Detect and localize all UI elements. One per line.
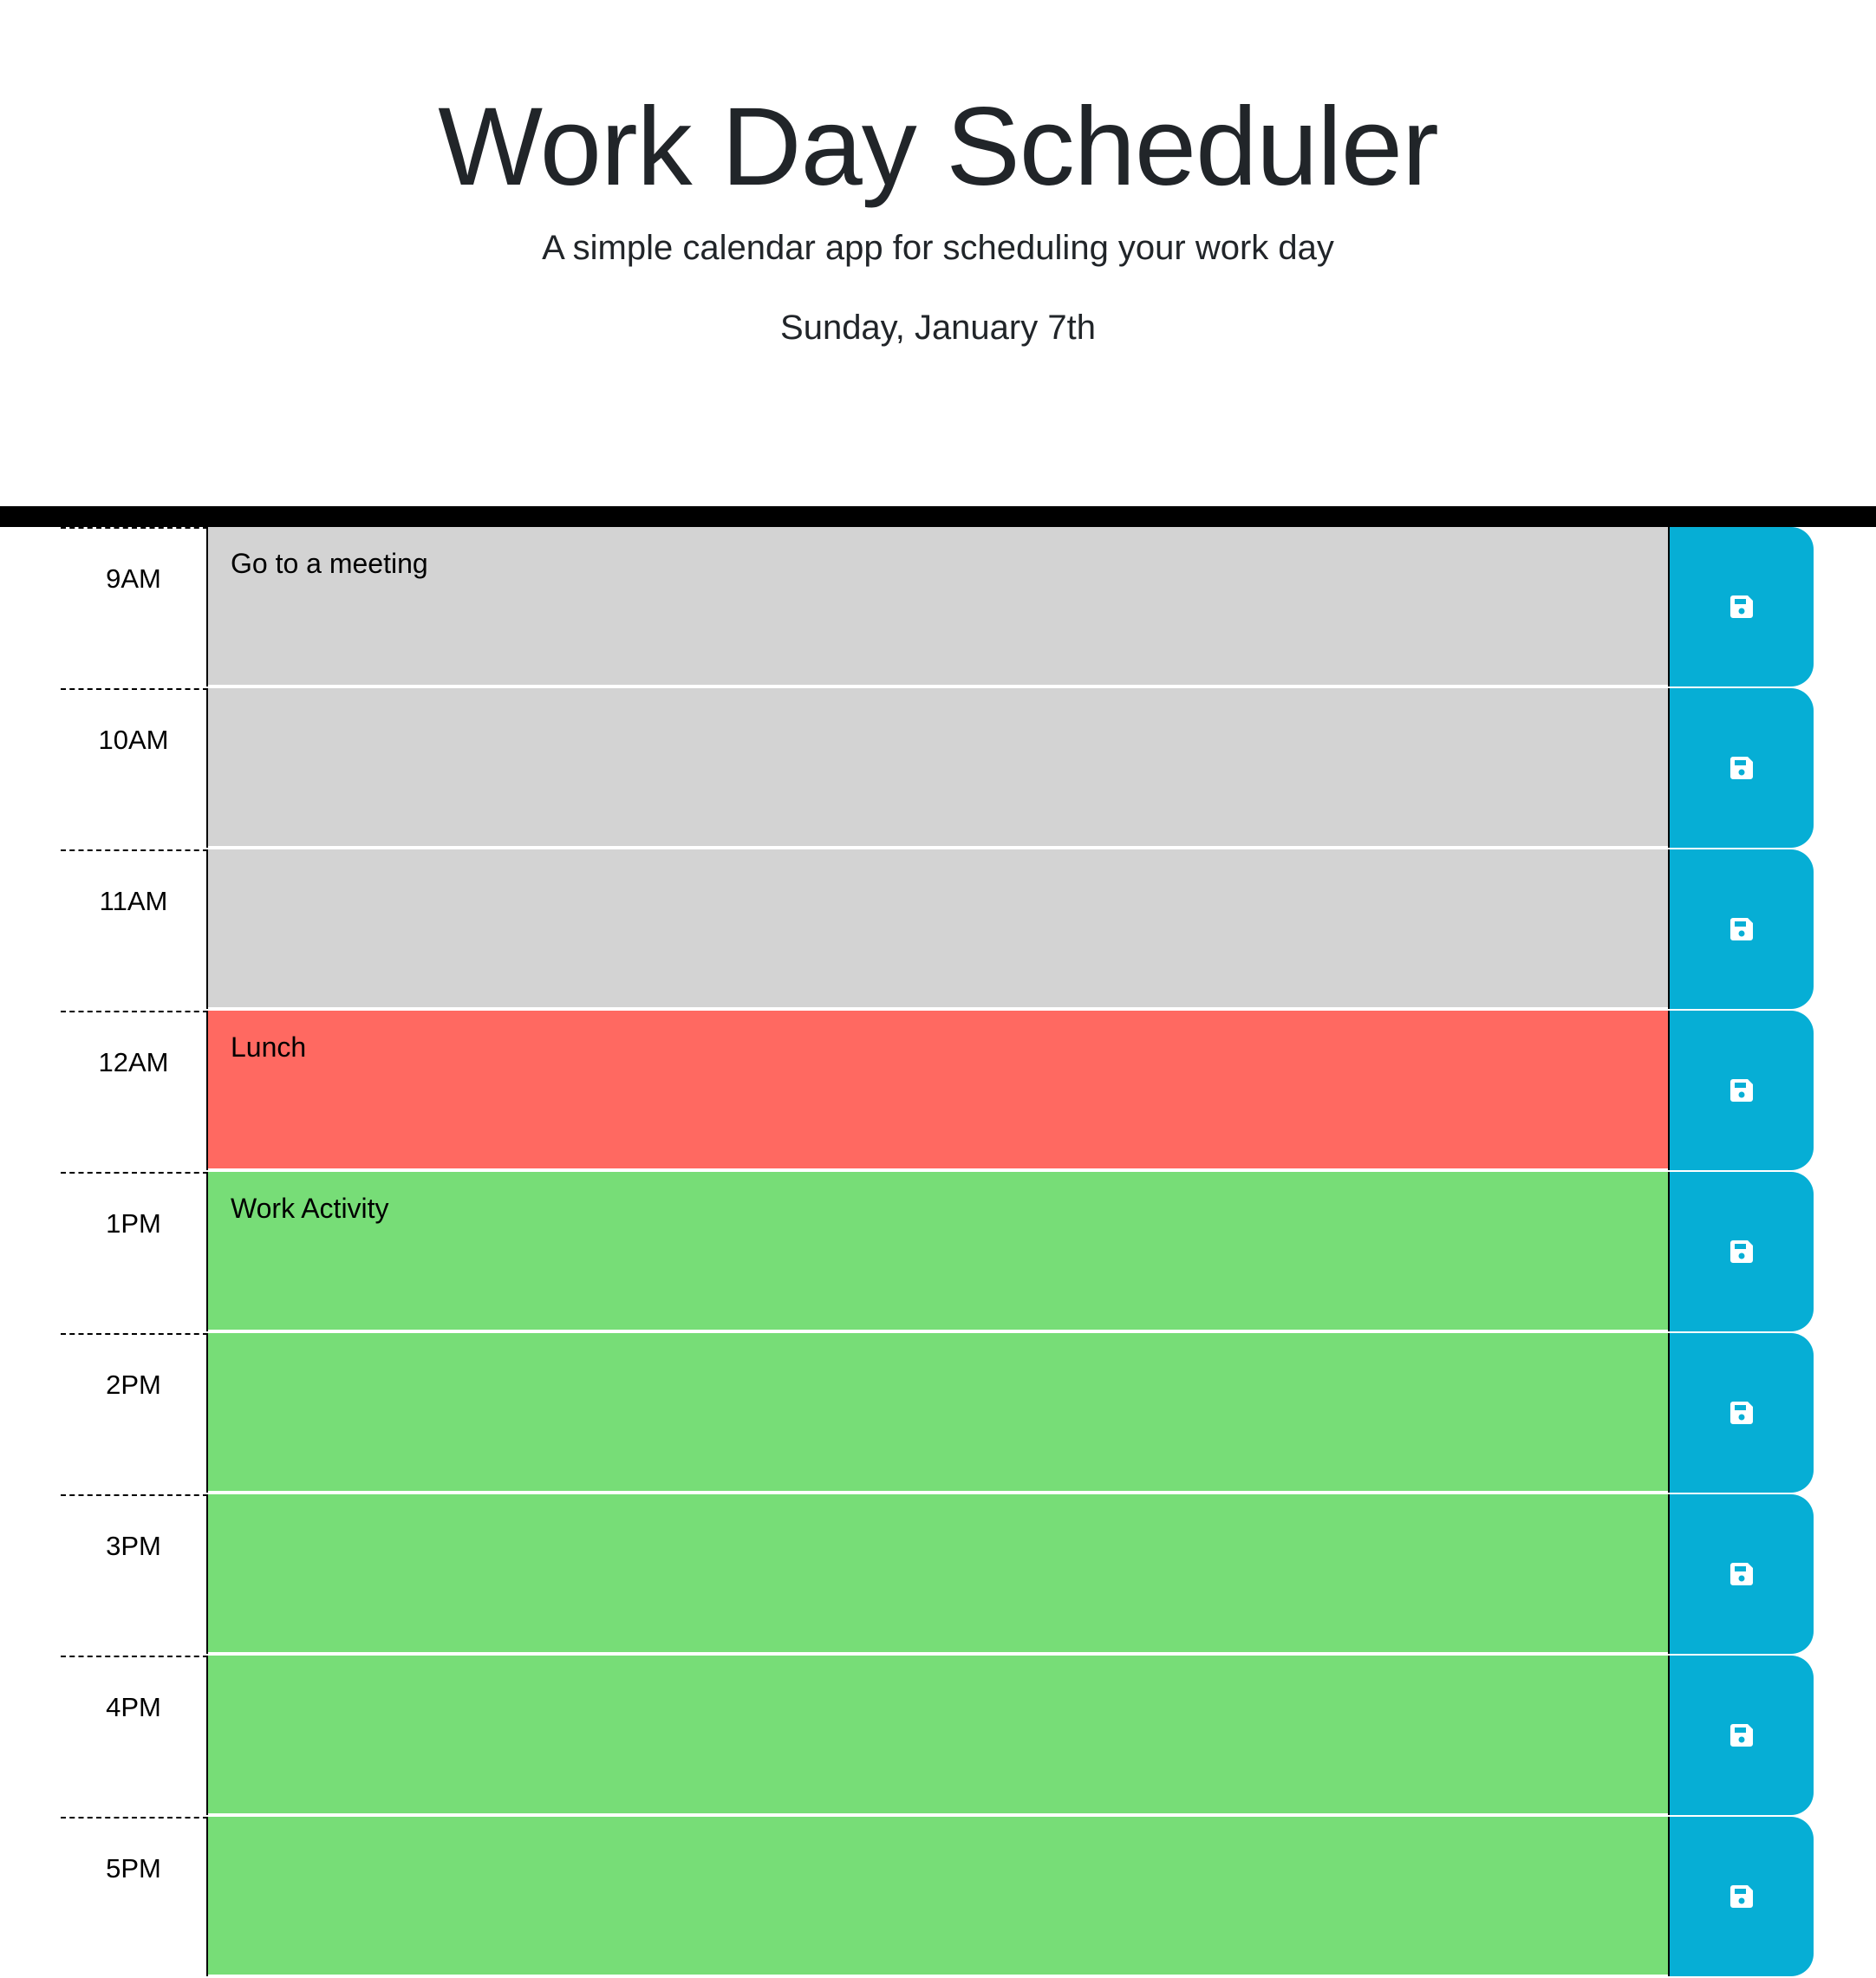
event-description-input[interactable] bbox=[208, 849, 1668, 1009]
time-block-12am bbox=[0, 1011, 1876, 1172]
event-description-input[interactable] bbox=[208, 1172, 1668, 1331]
floppy-disk-icon bbox=[1728, 593, 1755, 621]
hour-label: 11AM bbox=[61, 849, 208, 1009]
hour-label: 12AM bbox=[61, 1011, 208, 1170]
hour-label: 9AM bbox=[61, 527, 208, 686]
floppy-disk-icon bbox=[1728, 915, 1755, 943]
save-button[interactable] bbox=[1668, 1817, 1814, 1976]
event-description-input[interactable] bbox=[208, 527, 1668, 686]
save-button[interactable] bbox=[1668, 688, 1814, 848]
time-block-2pm bbox=[0, 1333, 1876, 1494]
event-description-input[interactable] bbox=[208, 1011, 1668, 1170]
floppy-disk-icon bbox=[1728, 1077, 1755, 1104]
page-header bbox=[0, 0, 1876, 506]
floppy-disk-icon bbox=[1728, 1399, 1755, 1427]
header-divider bbox=[0, 506, 1876, 527]
event-description-input[interactable] bbox=[208, 688, 1668, 848]
hour-label: 5PM bbox=[61, 1817, 208, 1976]
time-block-1pm bbox=[0, 1172, 1876, 1333]
save-button[interactable] bbox=[1668, 1333, 1814, 1493]
event-description-input[interactable] bbox=[208, 1494, 1668, 1654]
event-description-input[interactable] bbox=[208, 1656, 1668, 1815]
time-block-9am bbox=[0, 527, 1876, 688]
event-description-input[interactable] bbox=[208, 1333, 1668, 1493]
save-button[interactable] bbox=[1668, 527, 1814, 686]
page-title: Work Day Scheduler bbox=[438, 85, 1438, 209]
hour-label: 1PM bbox=[61, 1172, 208, 1331]
save-button[interactable] bbox=[1668, 1494, 1814, 1654]
time-block-list bbox=[0, 527, 1876, 1978]
save-button[interactable] bbox=[1668, 1656, 1814, 1815]
time-block-5pm bbox=[0, 1817, 1876, 1978]
time-block-3pm bbox=[0, 1494, 1876, 1656]
save-button[interactable] bbox=[1668, 1011, 1814, 1170]
time-block-10am bbox=[0, 688, 1876, 849]
time-block-4pm bbox=[0, 1656, 1876, 1817]
hour-label: 4PM bbox=[61, 1656, 208, 1815]
save-button[interactable] bbox=[1668, 849, 1814, 1009]
floppy-disk-icon bbox=[1728, 1238, 1755, 1266]
hour-label: 3PM bbox=[61, 1494, 208, 1654]
hour-label: 10AM bbox=[61, 688, 208, 848]
save-button[interactable] bbox=[1668, 1172, 1814, 1331]
floppy-disk-icon bbox=[1728, 1883, 1755, 1910]
event-description-input[interactable] bbox=[208, 1817, 1668, 1976]
floppy-disk-icon bbox=[1728, 754, 1755, 782]
floppy-disk-icon bbox=[1728, 1721, 1755, 1749]
floppy-disk-icon bbox=[1728, 1560, 1755, 1588]
current-date: Sunday, January 7th bbox=[780, 309, 1096, 347]
hour-label: 2PM bbox=[61, 1333, 208, 1493]
time-block-11am bbox=[0, 849, 1876, 1011]
page-subtitle: A simple calendar app for scheduling your work day bbox=[542, 229, 1334, 267]
